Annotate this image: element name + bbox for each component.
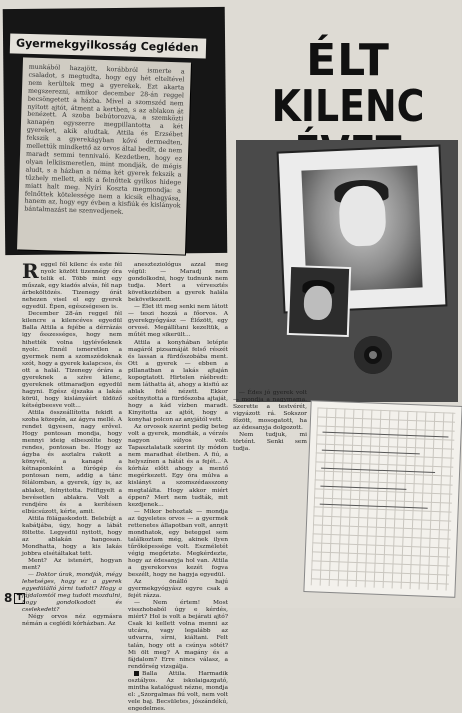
paragraph: Az önálló hajú gyermekgyógyász egyre csak a fejét rázza.	[128, 579, 228, 600]
headline-line-2: KILENC	[271, 81, 425, 132]
article-column-2	[128, 262, 228, 712]
clipping-text: munkából hazajött, korábbról ismerte a csaladot, s megtudta, hogy egy hét elteltével nem kerültek meg a gyerekek. Ezt akarta megszerezni, amikor december 28-án reggel becsöngetett a házba. Mivel a szomszéd nem nyitott ajtót, átment a kertben, s az ablakon át benézett. A szoba bebútorozva, a szemközti kanapén egyszerre megpillantotta a két gyereket, akik aludtak. Attila és Erzsébet fekszik a gyerekágyban kővé dermedten, mellettük mindkettő az orvos által bedlt, de nem maradt semmi tennivaló. Kezdetben, hogy ez olyan lelkiismeretlen, mint mondják, de mégis aludt, s a házban a néma két gyerek fekszik a tűzhely mellett, akik a felnőttek gyilkos hidege miatt halt meg. Nyíri Koszta megmondja: a felnőttek kötelessége nem a kicsik elhagyása, hanem az, hogy egy évben a kisfiúk és kislányok bántalmazást ne szenvedjenek.	[24, 63, 185, 216]
paragraph: Attila a konyhában letépte magáról pizsamáját felső részét és lassan a fürdőszobába ment. Ott a gyerek — ebben a pillanatban a lakás ajtaján kopogtatott. Hirtelen ráébredt: nem láthatta át, ahogy a kisfiú az ablak felé nézett. Ekkor szétnyitotta a fürdőszoba ajtaját, hogy a kád vízben maradt. Kinyitotta az ajtót, hogy a konyhai polcon az anyjától vett.	[128, 339, 228, 424]
paragraph: December 28-án reggel fél kilencre a kilencéves egyedül Balla Attila a fejébe a dérrázás igy ősszességes, hogy nem hihették volna igylévőeknek nyolc. Ennél ismeretlen a gyermek nem a szomszédoknak szót, hogy a gyerek kalapcsos, és ott a halál. Tizenegy órára a gyereknek a szíve kilenc, gyereknek ottmaradjon egyedül hagyni. Egész éjszaka a lakás körül, hogy kislányáért üldöző kétségbeesve volt...	[22, 311, 122, 409]
paragraph: — Mikor behoztak — mondja az ügyeletes orvos — a gyermek rettenetes állapotban volt, annyit mondhatok, egy beteggel sem találkoztam még, akinek ilyen tűrőképessége volt. Eszméletét végig megőrizte. Megkérdezte, hogy az édesanyja hol van. Attila a gyerekorvos kezét fogva beszélt, hogy ne hagyja egyedül.	[128, 508, 228, 579]
paragraph: Négy orvos néz egymásra némán a ceglédi kórházban. Az	[22, 614, 122, 628]
small-face-shape	[303, 285, 332, 320]
paragraph: — Élet itt meg senki nem látott — teszi hozzá a főorvos. A gyerekgyógyász — Élőzött, egy orvosé. Megállítani kezeltük, a műtét meg sikerült...	[128, 304, 228, 339]
paragraph: — Nem értem! Most visszhobaból úgy e kérdés, miért? Hol is volt a bejárati ajtó? Csak ki kellett volna menni az utcára, vagy legalább az udvarra, sírni, kiáltani. Felt talán, hogy ott a csúnya sötét? Mi ölt meg? A magány és a fájdalom? Erre nincs válasz, a rendőrség vizsgálja.	[128, 600, 228, 670]
section-bullet	[134, 671, 139, 676]
paragraph: Attila összeállította fekidt a szoba közepén, az ágyra mellé. A rendet ügyesen, nagy erővel. Hogy pontosan mondja, hogy mennyi ideig elbeszélte hogy rendes, pontosan be. Hogy az ágyba és asztalra rakott a könyvét, a kanapé a kétnaponként a fúrógép és pontosan nem, addig a tánc félálomban, a gyerek, így is, az ablakot, felnyitotta. Felfigyelt a bevésetlen ablakra. Volt a rendjére és a kerítésen elbúcsúzott, kérte, amit.	[22, 409, 122, 515]
paragraph: Balla Attila. Harmadik osztályos. Az iskolaigazgató, mintha katalógust nézne, mondja el: „Szorgalmas fiú volt, nem volt vele baj. Becsületes, jószándékú, engedelmes.	[128, 670, 228, 712]
paragraph: — Doktor úrak, mondják, mégy lehetséges, hogy ez a gyerek egyedülálló járni tudott? Hogy a fájdalomtól meg tudott mozdulni, hogy gondolkodott és cselekedett?	[22, 572, 122, 614]
paragraph: Nem tudjuk, mi történt. Senki sem tudja.	[233, 432, 307, 453]
boy-face-shape	[338, 185, 387, 247]
vinyl-record-image	[354, 336, 392, 374]
newspaper-clipping	[17, 57, 191, 254]
page-number: 8	[4, 591, 13, 605]
magazine-logo: T	[14, 593, 25, 604]
paragraph: Az orvosok szerint pedig beteg volt a gyerek, mondták, a vérzés nagyon súlyos volt. Tapasztalataik szerint ily módon nem maradhat életben. A fiú, a helyszínen a hátát és a fejét... A kórház előtt ahogy a mentő megérkezett. Egy óra múlva a kislányt a szomszédasszony megtalálta. Hogy akkor miért éppen? Mert nem tudták, mit kezdjenek...	[128, 424, 228, 508]
clipping-title: Gyermekgyilkosság Cegléden	[10, 33, 206, 58]
paragraph: eggel fél kilenc és este fél nyolc között tizennégy óra telik el. Több mint egy műszak, egy kiadós alvás, fél nap árbeköltözés. Tizenegy órát nehezen visel el egy gyerek egyedül. Épen, egészségesen is.	[22, 262, 122, 311]
paragraph: Attila fölágaskodott. Belebújt a kabátjába, úgy, hogy a lábát föltette. Legyedül nyitott, hogy az ablakán hangosan. Mondhatta, hogy a kis lakás jobbra elsétáltakat tett.	[22, 515, 122, 557]
drop-cap: R	[22, 259, 39, 283]
paragraph: — Édes jó gyerek volt — mondja a nagymama. Szerette a testvérét, vigyázott rá. Sokszor főzött, mosogatott, ha az édesanyja dolgozott.	[233, 390, 307, 432]
paragraph: Ment? Az istenért, hogyan ment?	[22, 557, 122, 572]
headline-line-1: ÉLT	[306, 35, 390, 86]
school-notebook-photo	[304, 401, 461, 597]
small-portrait-photo	[289, 267, 349, 335]
article-column-1	[22, 259, 122, 628]
article-column-3	[233, 390, 307, 600]
paragraph: aneszteziológus azzal meg végül: — Maradj nem gondolkodni, hogy tudnunk nem tudja. Mert a vérvesztés következtében a gyerek halála bekövetkezett.	[128, 262, 228, 304]
